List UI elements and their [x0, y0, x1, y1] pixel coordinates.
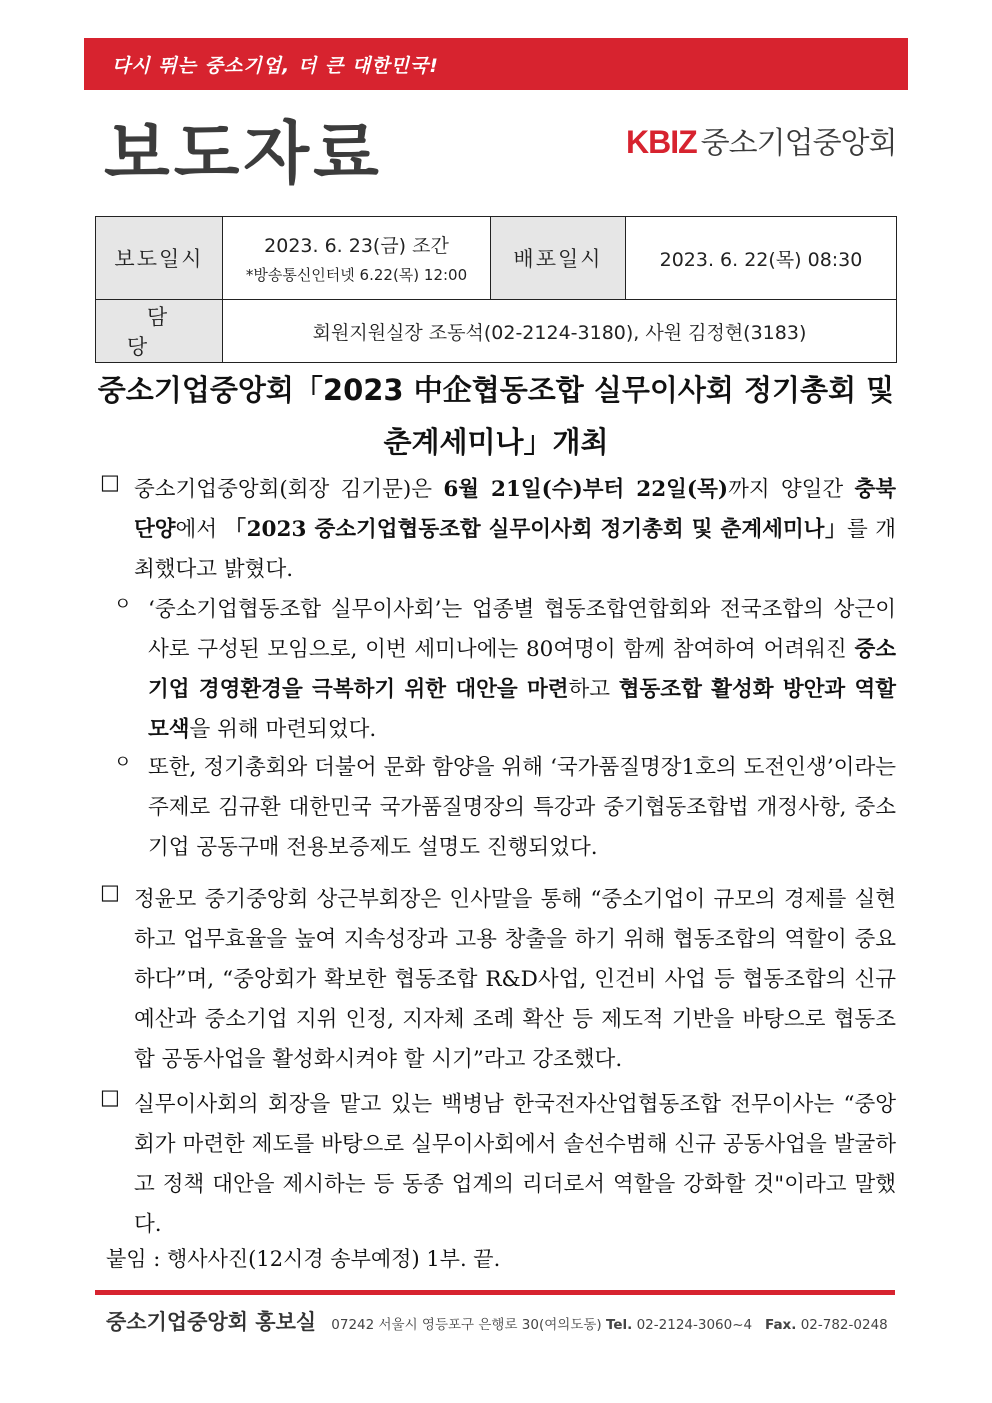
release-date: 2023. 6. 23(금) 조간: [264, 235, 449, 257]
paragraph-overview: 중소기업중앙회(회장 김기문)은 6월 21일(수)부터 22일(목)까지 양일간 충북 단양에서 「2023 중소기업협동조합 실무이사회 정기총회 및 춘계세미나」를 개최했다고 밝혔다.: [134, 477, 897, 582]
release-info-table: [95, 216, 897, 363]
footer: [106, 1306, 888, 1336]
contact-value: 회원지원실장 조동석(02-2124-3180), 사원 김정현(3183): [223, 300, 897, 363]
circle-bullet: ㅇ: [114, 594, 132, 615]
broadcast-note: *방송통신인터넷 6.22(목) 12:00: [245, 266, 468, 284]
page-title: 보도자료: [104, 115, 383, 194]
paragraph-vice-chairman-quote: 정윤모 중기중앙회 상근부회장은 인사말을 통해 “중소기업이 규모의 경제를 실현하고 업무효율을 높여 지속성장과 고용 창출을 하기 위해 협동조합의 역할이 중요하다”며, “중앙회가 확보한 협동조합 R&D사업, 인건비 사업 등 협동조합의 신규 예산과 중소기업 지위 인정, 지자체 조례 확산 등 제도적 기반을 바탕으로 협동조합 공동사업을 활성화시켜야 할 시기”라고 강조했다.: [134, 887, 896, 1072]
circle-bullet: ㅇ: [114, 752, 132, 773]
footer-address: 07242 서울시 영등포구 은행로 30(여의도동) Tel. 02-2124-3060~4 Fax. 02-782-0248: [331, 1317, 888, 1333]
headline-line-2: 춘계세미나」개최: [383, 425, 609, 459]
logo-text: 중소기업중앙회: [700, 126, 897, 161]
square-bullet: □: [100, 880, 120, 904]
headline: [80, 364, 912, 468]
square-bullet: □: [100, 470, 120, 494]
slogan-banner: [84, 38, 908, 90]
release-date-label: 보도일시: [96, 217, 223, 300]
square-bullet: □: [100, 1085, 120, 1109]
headline-line-1: 중소기업중앙회「2023 中企협동조합 실무이사회 정기총회 및: [97, 373, 895, 407]
paragraph-director-quote: 실무이사회의 회장을 맡고 있는 백병남 한국전자산업협동조합 전무이사는 “중앙회가 마련한 제도를 바탕으로 실무이사회에서 솔선수범해 신규 공동사업을 발굴하고 정책 대안을 제시하는 등 동종 업계의 리더로서 역할을 강화할 것"이라고 말했다.: [134, 1092, 896, 1237]
attachment-note: 붙임 : 행사사진(12시경 송부예정) 1부. 끝.: [106, 1247, 501, 1271]
paragraph-purpose: ‘중소기업협동조합 실무이사회’는 업종별 협동조합연합회와 전국조합의 상근이사로 구성된 모임으로, 이번 세미나에는 80여명이 함께 참여하여 어려워진 중소기업 경영환경을 극복하기 위한 대안을 마련하고 협동조합 활성화 방안과 역할 모색을 위해 마련되었다.: [148, 597, 897, 742]
release-date-cell: [223, 217, 491, 300]
distribution-date-label: 배포일시: [491, 217, 626, 300]
kbiz-logo: [626, 118, 897, 161]
logo-mark: KBIZ: [626, 124, 697, 160]
footer-org: 중소기업중앙회 홍보실: [106, 1310, 317, 1334]
contact-label: 담 당: [96, 300, 223, 363]
footer-divider: [95, 1290, 895, 1295]
distribution-date: 2023. 6. 22(목) 08:30: [626, 217, 897, 300]
paragraph-program: 또한, 정기총회와 더불어 문화 함양을 위해 ‘국가품질명장1호의 도전인생’이라는 주제로 김규환 대한민국 국가품질명장의 특강과 중기협동조합법 개정사항, 중소기업 공동구매 전용보증제도 설명도 진행되었다.: [148, 755, 896, 860]
slogan-text: 다시 뛰는 중소기업, 더 큰 대한민국!: [112, 55, 439, 77]
